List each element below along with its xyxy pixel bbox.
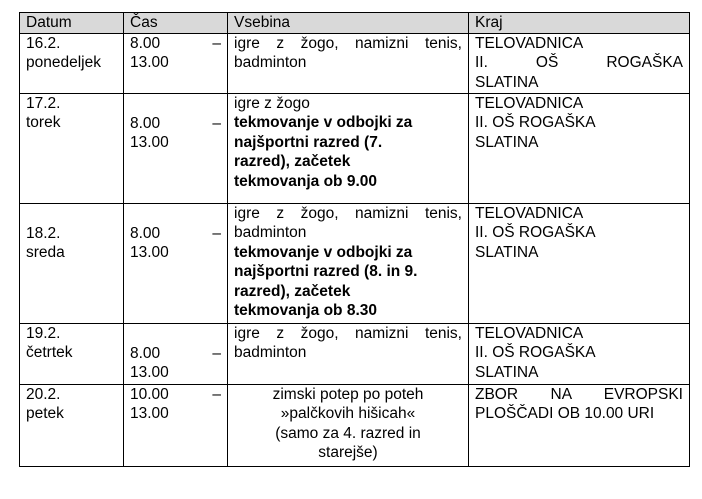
content-bold-line: razred), začetek [234,282,351,300]
time-dash: – [212,114,221,132]
time-end: 13.00 [130,134,169,151]
place-cell [469,93,690,203]
header-row [20,13,690,34]
content-line: »palčkovih hišicah« [280,405,416,422]
date: 20.2. [26,385,61,403]
time-dash: – [212,34,221,52]
time-dash: – [212,344,221,362]
place-line: TELOVADNICA [475,204,584,222]
content-line: igre z žogo, namizni tenis, [234,204,462,222]
content-line: igre z žogo, namizni tenis, [234,324,462,342]
time-end: 13.00 [130,364,169,381]
table-row [20,33,690,93]
content-line: zimski potep po poteh [272,385,424,403]
day: torek [26,114,61,131]
place-line: SLATINA [475,133,539,151]
time-end: 13.00 [130,54,169,71]
place-line: II. OŠ ROGAŠKA [475,114,596,131]
content-line: (samo za 4. razred in [275,424,421,442]
place-line: SLATINA [475,363,539,381]
date-cell [20,33,124,93]
content-cell [228,323,469,384]
time-start: 8.00 [130,114,161,132]
place-line: SLATINA [475,73,539,91]
time-cell [124,33,228,93]
content-cell [228,384,469,466]
place-line: ZBOR NA EVROPSKI [475,385,683,403]
content-cell [228,203,469,323]
time-start: 8.00 [130,34,161,52]
content-line: igre z žogo [234,94,310,112]
place-cell [469,384,690,466]
content-bold-line: najšportni razred (7. [234,133,383,151]
time-cell [124,384,228,466]
place-line: II. OŠ ROGAŠKA [475,54,683,71]
content-bold-line: tekmovanja ob 8.30 [234,302,378,319]
table-row [20,203,690,323]
time-start: 8.00 [130,224,161,242]
content-line: igre z žogo, namizni tenis, [234,34,462,52]
content-line: badminton [234,224,307,241]
time-end: 13.00 [130,244,169,261]
time-cell [124,323,228,384]
date: 16.2. [26,34,61,52]
day: ponedeljek [26,54,101,71]
time-dash: – [212,385,221,403]
header-date: Datum [20,13,124,34]
content-line: badminton [234,54,307,71]
time-end: 13.00 [130,405,169,422]
place-line: TELOVADNICA [475,34,584,52]
schedule-table [19,12,690,467]
header-place: Kraj [469,13,690,34]
time-cell [124,203,228,323]
content-bold-line: tekmovanja ob 9.00 [234,172,378,190]
content-line: starejše) [318,444,378,461]
table-row [20,323,690,384]
place-cell [469,323,690,384]
content-bold-line: tekmovanje v odbojki za [234,114,413,131]
header-time: Čas [124,13,228,34]
date: 17.2. [26,94,61,112]
place-cell [469,33,690,93]
place-line: TELOVADNICA [475,94,584,112]
date-cell [20,93,124,203]
table-row [20,93,690,203]
content-bold-line: tekmovanje v odbojki za [234,243,413,261]
time-start: 10.00 [130,385,169,403]
day: petek [26,405,64,422]
place-line: PLOŠČADI OB 10.00 URI [475,405,655,422]
place-line: SLATINA [475,243,539,261]
date-cell [20,203,124,323]
content-cell [228,33,469,93]
place-line: II. OŠ ROGAŠKA [475,224,596,241]
place-cell [469,203,690,323]
time-start: 8.00 [130,344,161,362]
place-line: TELOVADNICA [475,324,584,342]
header-content: Vsebina [228,13,469,34]
day: sreda [26,244,65,261]
content-line: badminton [234,344,307,361]
place-line: II. OŠ ROGAŠKA [475,344,596,361]
date-cell [20,323,124,384]
table-row [20,384,690,466]
day: četrtek [26,344,73,361]
content-bold-line: razred), začetek [234,153,351,170]
content-cell [228,93,469,203]
date-cell [20,384,124,466]
date: 18.2. [26,224,61,242]
time-cell [124,93,228,203]
content-bold-line: najšportni razred (8. in 9. [234,263,418,280]
time-dash: – [212,224,221,242]
date: 19.2. [26,324,61,342]
